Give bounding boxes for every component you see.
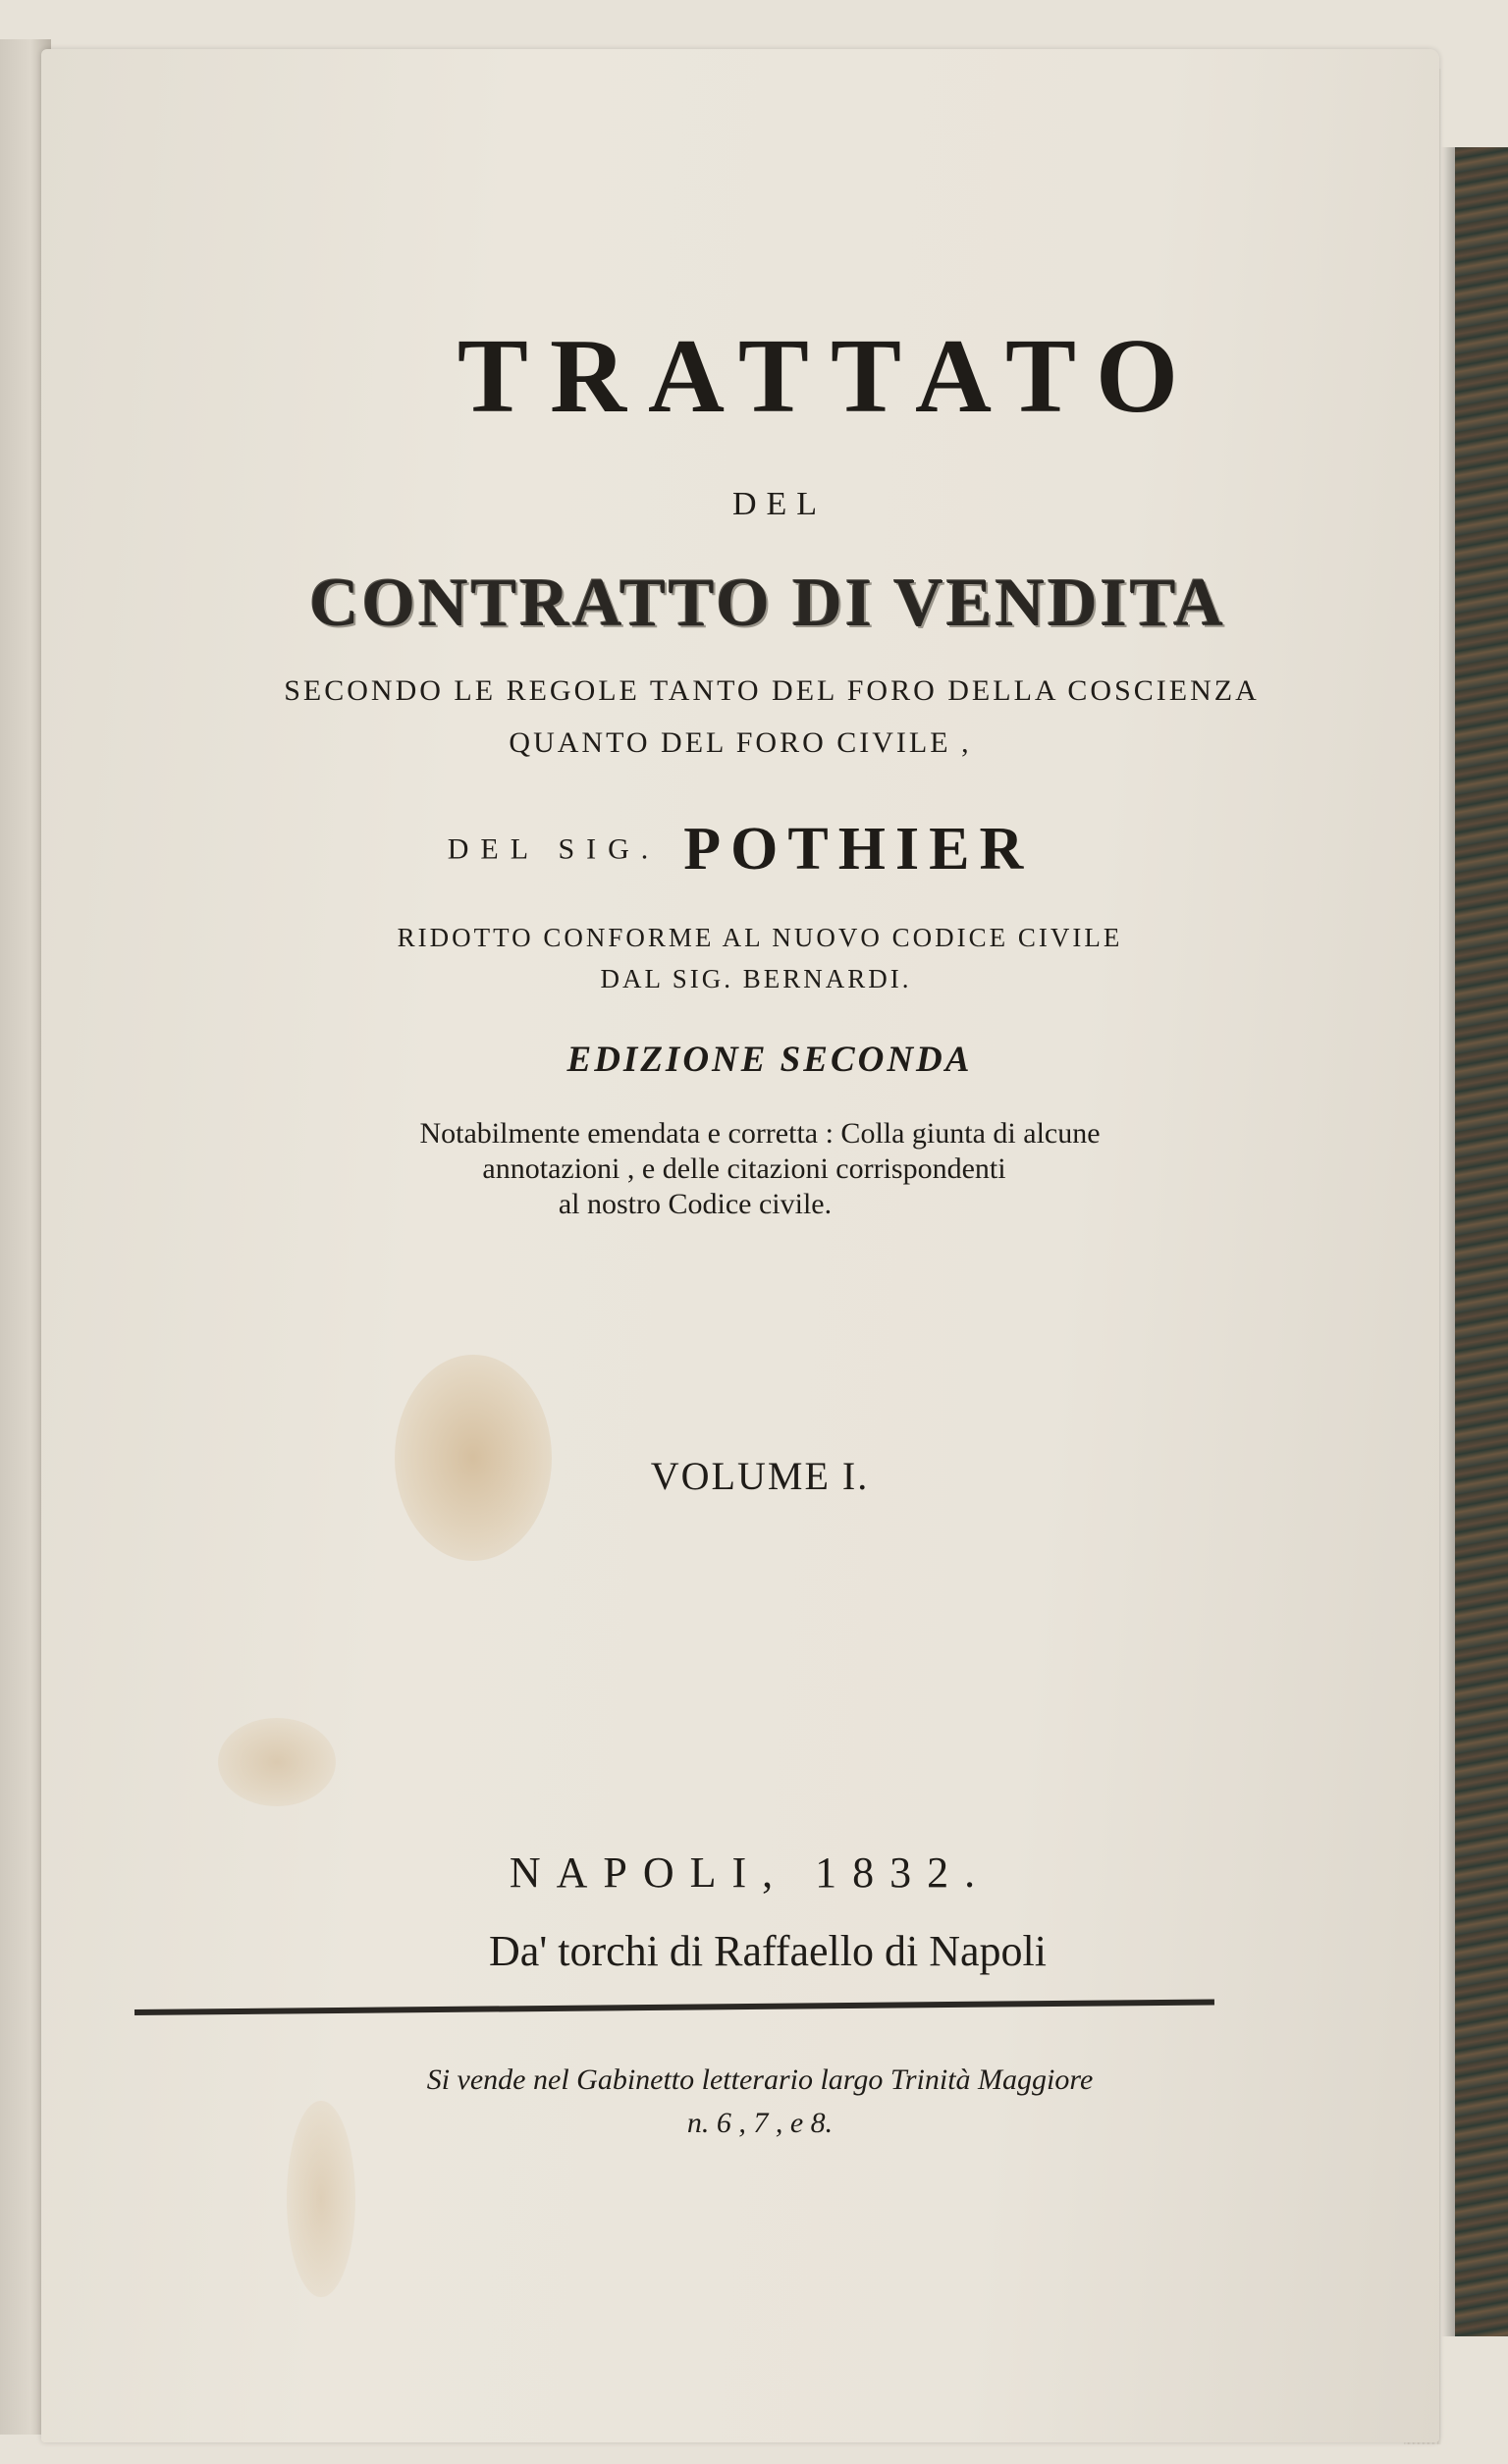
title-connector: DEL [731,486,828,522]
book-title: TRATTATO [457,318,1201,435]
author-prefix: DEL SIG. [447,832,661,866]
book-cover [1455,147,1508,2336]
sale-info-line-1: Si vende nel Gabinetto letterario largo Trinità Maggiore [426,2063,1094,2096]
book-subject: CONTRATTO DI VENDITA [309,565,1226,641]
author-line [41,815,1439,884]
place-and-year: NAPOLI, 1832. [509,1848,992,1897]
edition-note-line-1: Notabilmente emendata e corretta : Colla giunta di alcune [419,1117,1101,1150]
printer: Da' torchi di Raffaello di Napoli [489,1927,1047,1975]
foxing-stain [218,1718,336,1806]
author-name: POTHIER [683,816,1034,883]
volume-number: VOLUME I. [650,1454,870,1498]
edition: EDIZIONE SECONDA [566,1040,973,1080]
adapted-line-2: DAL SIG. BERNARDI. [600,964,912,993]
title-page [41,49,1439,2442]
subtitle-line-2: QUANTO DEL FORO CIVILE , [509,726,972,759]
edition-note-line-3: al nostro Codice civile. [558,1188,833,1220]
divider-rule [135,1999,1214,2015]
adapted-line-1: RIDOTTO CONFORME AL NUOVO CODICE CIVILE [397,923,1123,952]
sale-info-line-2: n. 6 , 7 , e 8. [686,2107,834,2139]
cover-shadow [1441,147,1455,2336]
edition-note-line-2: annotazioni , e delle citazioni corrispondenti [482,1152,1006,1185]
subtitle-line-1: SECONDO LE REGOLE TANTO DEL FORO DELLA COSCIENZA [284,674,1260,707]
